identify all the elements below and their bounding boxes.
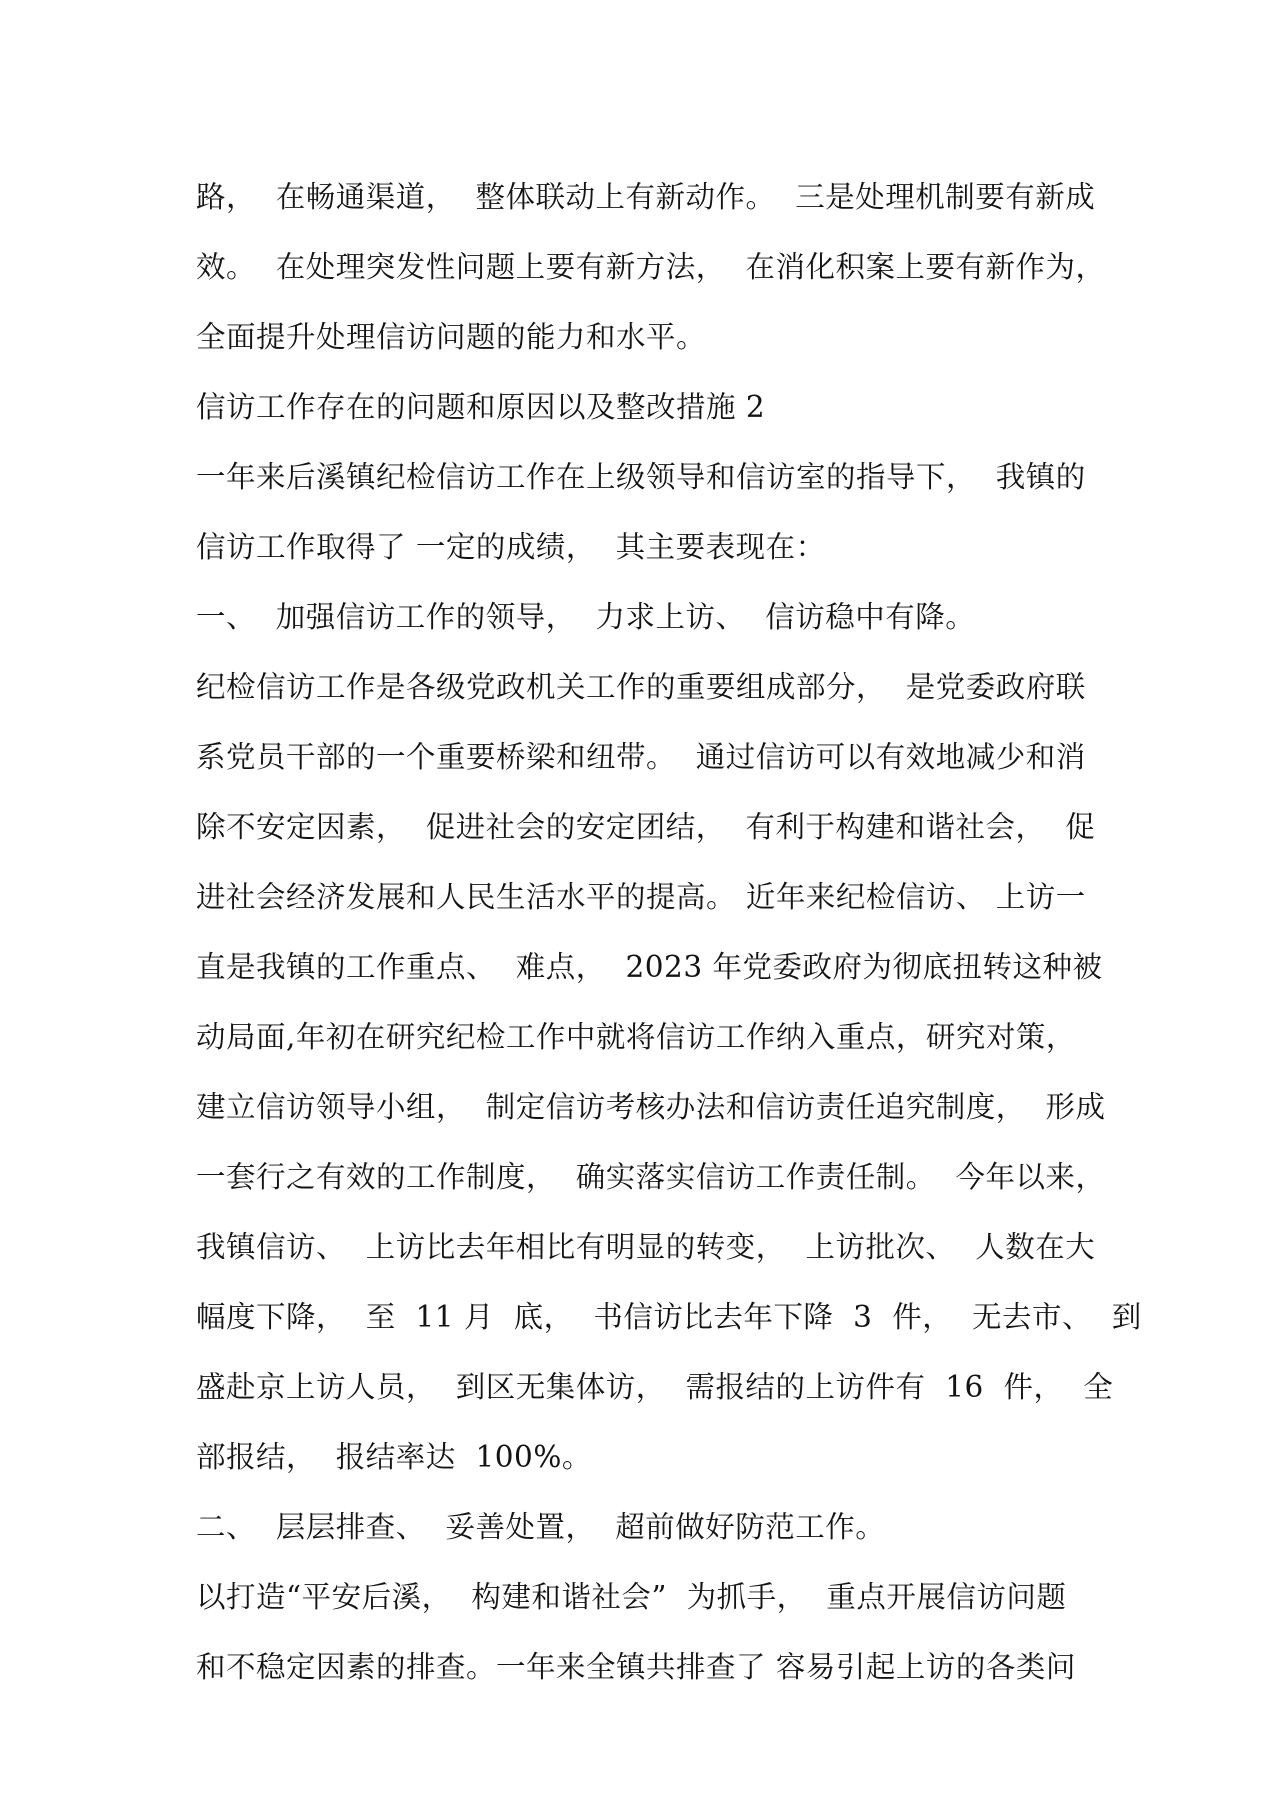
subheading-1: 一、 加强信访工作的领导， 力求上访、 信访稳中有降。 — [196, 600, 976, 634]
document-page — [196, 162, 1142, 1702]
section-heading: 信访工作存在的问题和原因以及整改措施 2 — [196, 390, 766, 424]
text-line-16: 我镇信访、 上访比去年相比有明显的转变， 上访批次、 人数在大 — [196, 1230, 1096, 1264]
text-line-17: 幅度下降， 至 11 月 底， 书信访比去年下降 3 件， 无去市、 到 — [196, 1300, 1142, 1334]
subheading-2: 二、 层层排查、 妥善处置， 超前做好防范工作。 — [196, 1510, 886, 1544]
text-line-12: 直是我镇的工作重点、 难点， 2023 年党委政府为彻底扭转这种被 — [196, 950, 1103, 984]
text-line-19: 部报结， 报结率达 100%。 — [196, 1440, 592, 1474]
text-line-6: 信访工作取得了 一定的成绩， 其主要表现在： — [196, 530, 826, 564]
text-line-1: 路， 在畅通渠道， 整体联动上有新动作。 三是处理机制要有新成 — [196, 180, 1096, 214]
text-line-5: 一年来后溪镇纪检信访工作在上级领导和信访室的指导下， 我镇的 — [196, 460, 1086, 494]
text-line-13: 动局面,年初在研究纪检工作中就将信访工作纳入重点，研究对策， — [196, 1020, 1076, 1054]
text-line-9: 系党员干部的一个重要桥梁和纽带。 通过信访可以有效地减少和消 — [196, 740, 1086, 774]
text-line-14: 建立信访领导小组， 制定信访考核办法和信访责任追究制度， 形成 — [196, 1090, 1106, 1124]
text-line-3: 全面提升处理信访问题的能力和水平。 — [196, 320, 707, 354]
text-line-21: 以打造“平安后溪， 构建和谐社会” 为抓手， 重点开展信访问题 — [196, 1580, 1067, 1614]
text-line-18: 盛赴京上访人员， 到区无集体访， 需报结的上访件有 16 件， 全 — [196, 1370, 1114, 1404]
text-line-15: 一套行之有效的工作制度， 确实落实信访工作责任制。 今年以来， — [196, 1160, 1106, 1194]
text-line-2: 效。 在处理突发性问题上要有新方法， 在消化积案上要有新作为， — [196, 250, 1106, 284]
text-line-11: 进社会经济发展和人民生活水平的提高。 近年来纪检信访、 上访一 — [196, 880, 1086, 914]
text-line-10: 除不安定因素， 促进社会的安定团结， 有利于构建和谐社会， 促 — [196, 810, 1096, 844]
text-line-22: 和不稳定因素的排查。一年来全镇共排查了 容易引起上访的各类问 — [196, 1650, 1076, 1684]
text-line-8: 纪检信访工作是各级党政机关工作的重要组成部分， 是党委政府联 — [196, 670, 1086, 704]
